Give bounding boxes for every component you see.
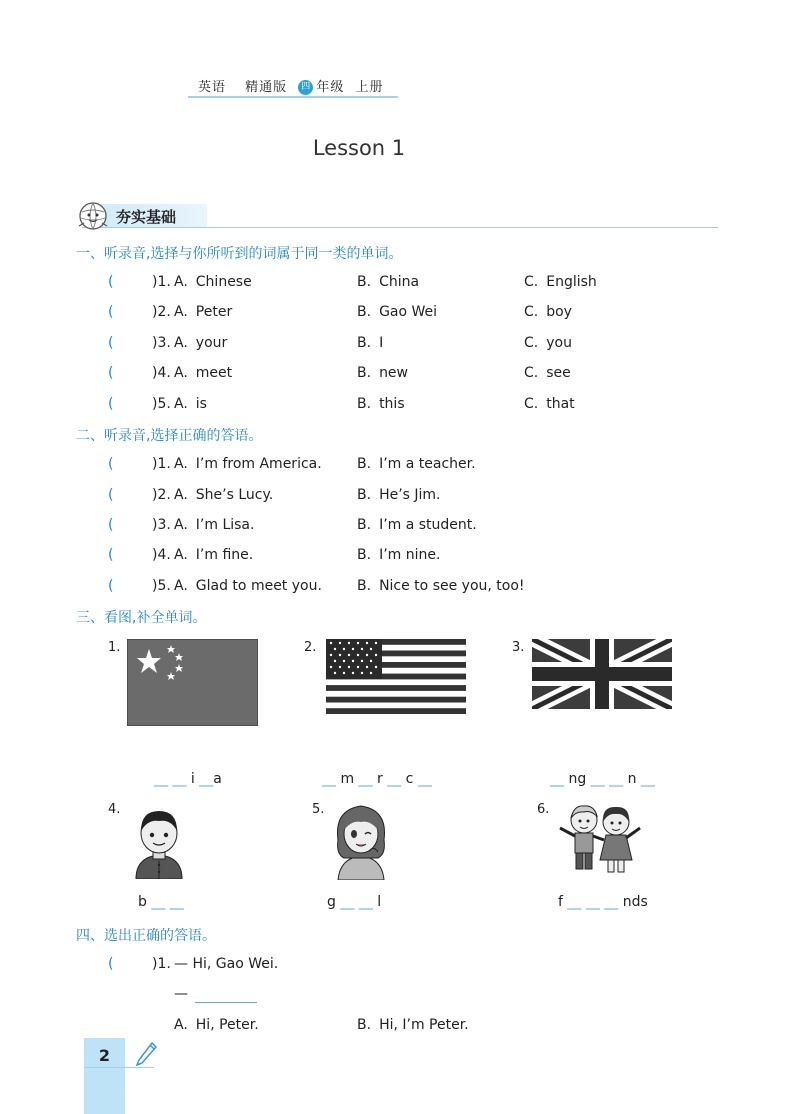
option-a-label: A. bbox=[174, 456, 188, 472]
option-a: I’m fine. bbox=[195, 547, 254, 563]
option-b: I’m a student. bbox=[379, 517, 477, 533]
word-blank-england[interactable] bbox=[550, 771, 655, 787]
picture-number: 4. bbox=[108, 802, 121, 817]
letter-blank[interactable]: __ bbox=[387, 771, 402, 787]
given-letter: i bbox=[190, 771, 195, 787]
given-letter: n bbox=[627, 771, 637, 787]
option-b-label: B. bbox=[357, 517, 372, 533]
friends-picture bbox=[556, 800, 644, 880]
given-letter: a bbox=[213, 771, 222, 787]
option-a: She’s Lucy. bbox=[195, 487, 274, 503]
option-a-label: A. bbox=[174, 517, 188, 533]
option-a: Glad to meet you. bbox=[195, 578, 322, 594]
option-a: I’m from America. bbox=[195, 456, 322, 472]
item-number: )1. bbox=[152, 956, 171, 972]
answer-paren-open[interactable]: ( bbox=[108, 365, 114, 381]
option-b-label: B. bbox=[357, 1017, 372, 1033]
option-c: boy bbox=[546, 304, 572, 320]
given-letter: ng bbox=[568, 771, 587, 787]
boy-picture bbox=[126, 805, 192, 879]
given-letter: l bbox=[377, 894, 382, 910]
word-blank-china[interactable] bbox=[154, 771, 222, 787]
answer-paren-open[interactable]: ( bbox=[108, 304, 114, 320]
item-number: )2. bbox=[152, 487, 171, 503]
word-blank-girl[interactable] bbox=[327, 894, 381, 910]
option-a: meet bbox=[195, 365, 233, 381]
header-grade: 年级 bbox=[316, 80, 345, 95]
picture-number: 1. bbox=[108, 640, 121, 655]
answer-paren-open[interactable]: ( bbox=[108, 547, 114, 563]
option-a: I’m Lisa. bbox=[195, 517, 255, 533]
answer-line[interactable] bbox=[195, 1002, 257, 1003]
option-a: Hi, Peter. bbox=[195, 1017, 259, 1033]
header-subject: 英语 bbox=[198, 80, 227, 95]
item-number: )1. bbox=[152, 274, 171, 290]
given-letter: f bbox=[558, 894, 563, 910]
reply-dash: — bbox=[174, 986, 188, 1002]
given-letter: nds bbox=[622, 894, 648, 910]
option-c-label: C. bbox=[524, 274, 539, 290]
option-c: you bbox=[546, 335, 572, 351]
china-flag-image bbox=[127, 639, 258, 726]
lesson-title: Lesson 1 bbox=[312, 136, 406, 160]
option-a-label: A. bbox=[174, 396, 188, 412]
option-a: Chinese bbox=[195, 274, 252, 290]
option-a: is bbox=[195, 396, 207, 412]
option-b: this bbox=[379, 396, 405, 412]
given-letter: b bbox=[138, 894, 147, 910]
header-term: 上册 bbox=[355, 80, 384, 95]
option-b-label: B. bbox=[357, 456, 372, 472]
letter-blank[interactable]: __ bbox=[358, 894, 373, 910]
item-number: )4. bbox=[152, 365, 171, 381]
q1-heading: 一、听录音,选择与你所听到的词属于同一类的单词。 bbox=[76, 246, 403, 262]
option-c: that bbox=[546, 396, 575, 412]
option-c-label: C. bbox=[524, 365, 539, 381]
option-a-label: A. bbox=[174, 304, 188, 320]
option-b: Hi, I’m Peter. bbox=[379, 1017, 469, 1033]
option-a: Peter bbox=[195, 304, 233, 320]
section-label: 夯实基础 bbox=[116, 208, 177, 226]
option-b-label: B. bbox=[357, 487, 372, 503]
grade-badge: 四 bbox=[298, 80, 313, 95]
option-b: Nice to see you, too! bbox=[379, 578, 525, 594]
picture-number: 6. bbox=[537, 802, 550, 817]
word-blank-america[interactable] bbox=[322, 771, 432, 787]
option-b-label: B. bbox=[357, 578, 372, 594]
option-a-label: A. bbox=[174, 365, 188, 381]
letter-blank[interactable]: __ bbox=[609, 771, 624, 787]
item-number: )3. bbox=[152, 517, 171, 533]
dialogue-prompt: — Hi, Gao Wei. bbox=[174, 956, 279, 972]
letter-blank[interactable]: __ bbox=[640, 771, 655, 787]
letter-blank[interactable]: __ bbox=[604, 894, 619, 910]
option-b: new bbox=[379, 365, 408, 381]
letter-blank[interactable]: __ bbox=[417, 771, 432, 787]
letter-blank[interactable]: __ bbox=[550, 771, 564, 787]
uk-flag-image bbox=[532, 639, 672, 709]
option-b: China bbox=[379, 274, 420, 290]
letter-blank[interactable]: __ bbox=[585, 894, 600, 910]
letter-blank[interactable]: __ bbox=[172, 771, 187, 787]
section-divider bbox=[82, 227, 718, 228]
option-a: your bbox=[195, 335, 228, 351]
globe-mascot-icon bbox=[74, 198, 114, 232]
option-b-label: B. bbox=[357, 304, 372, 320]
header-edition: 精通版 bbox=[245, 80, 288, 95]
picture-number: 5. bbox=[312, 802, 325, 817]
answer-paren-open[interactable]: ( bbox=[108, 578, 114, 594]
answer-paren-open[interactable]: ( bbox=[108, 456, 114, 472]
page-header bbox=[198, 76, 383, 95]
option-b-label: B. bbox=[357, 365, 372, 381]
option-b-label: B. bbox=[357, 396, 372, 412]
given-letter: m bbox=[340, 771, 355, 787]
usa-flag-image bbox=[326, 639, 466, 714]
page-number: 2 bbox=[98, 1046, 111, 1065]
answer-paren-open[interactable]: ( bbox=[108, 396, 114, 412]
letter-blank[interactable]: __ bbox=[567, 894, 582, 910]
letter-blank[interactable]: __ bbox=[154, 771, 168, 787]
q2-heading: 二、听录音,选择正确的答语。 bbox=[76, 428, 263, 444]
given-letter: r bbox=[377, 771, 383, 787]
option-c-label: C. bbox=[524, 304, 539, 320]
letter-blank[interactable]: __ bbox=[340, 894, 355, 910]
option-b-label: B. bbox=[357, 274, 372, 290]
letter-blank[interactable]: __ bbox=[199, 771, 214, 787]
answer-paren-open[interactable]: ( bbox=[108, 517, 114, 533]
given-letter: g bbox=[327, 894, 336, 910]
item-number: )1. bbox=[152, 456, 171, 472]
given-letter: c bbox=[405, 771, 414, 787]
letter-blank[interactable]: __ bbox=[169, 894, 184, 910]
option-b: He’s Jim. bbox=[379, 487, 441, 503]
answer-paren-open[interactable]: ( bbox=[108, 274, 114, 290]
option-c-label: C. bbox=[524, 335, 539, 351]
letter-blank[interactable]: __ bbox=[590, 771, 605, 787]
pencil-icon bbox=[134, 1041, 158, 1069]
picture-number: 3. bbox=[512, 640, 525, 655]
option-a-label: A. bbox=[174, 578, 188, 594]
option-b-label: B. bbox=[357, 547, 372, 563]
q4-heading: 四、选出正确的答语。 bbox=[76, 928, 216, 944]
word-blank-boy[interactable] bbox=[138, 894, 184, 910]
picture-number: 2. bbox=[304, 640, 317, 655]
option-a-label: A. bbox=[174, 487, 188, 503]
letter-blank[interactable]: __ bbox=[322, 771, 336, 787]
answer-paren-open[interactable]: ( bbox=[108, 487, 114, 503]
q3-heading: 三、看图,补全单词。 bbox=[76, 610, 207, 626]
answer-paren-open[interactable]: ( bbox=[108, 335, 114, 351]
option-a-label: A. bbox=[174, 335, 188, 351]
option-c: English bbox=[546, 274, 597, 290]
option-a-label: A. bbox=[174, 274, 188, 290]
item-number: )4. bbox=[152, 547, 171, 563]
answer-paren-open[interactable]: ( bbox=[108, 956, 114, 972]
girl-picture bbox=[330, 800, 392, 880]
letter-blank[interactable]: __ bbox=[358, 771, 373, 787]
word-blank-friends[interactable] bbox=[558, 894, 648, 910]
header-divider bbox=[188, 96, 398, 98]
letter-blank[interactable]: __ bbox=[151, 894, 166, 910]
option-b: I bbox=[379, 335, 384, 351]
option-b: I’m a teacher. bbox=[379, 456, 476, 472]
option-b-label: B. bbox=[357, 335, 372, 351]
option-c-label: C. bbox=[524, 396, 539, 412]
item-number: )3. bbox=[152, 335, 171, 351]
option-b: Gao Wei bbox=[379, 304, 438, 320]
option-a-label: A. bbox=[174, 547, 188, 563]
option-a-label: A. bbox=[174, 1017, 188, 1033]
option-b: I’m nine. bbox=[379, 547, 441, 563]
item-number: )5. bbox=[152, 578, 171, 594]
item-number: )2. bbox=[152, 304, 171, 320]
option-c: see bbox=[546, 365, 571, 381]
item-number: )5. bbox=[152, 396, 171, 412]
